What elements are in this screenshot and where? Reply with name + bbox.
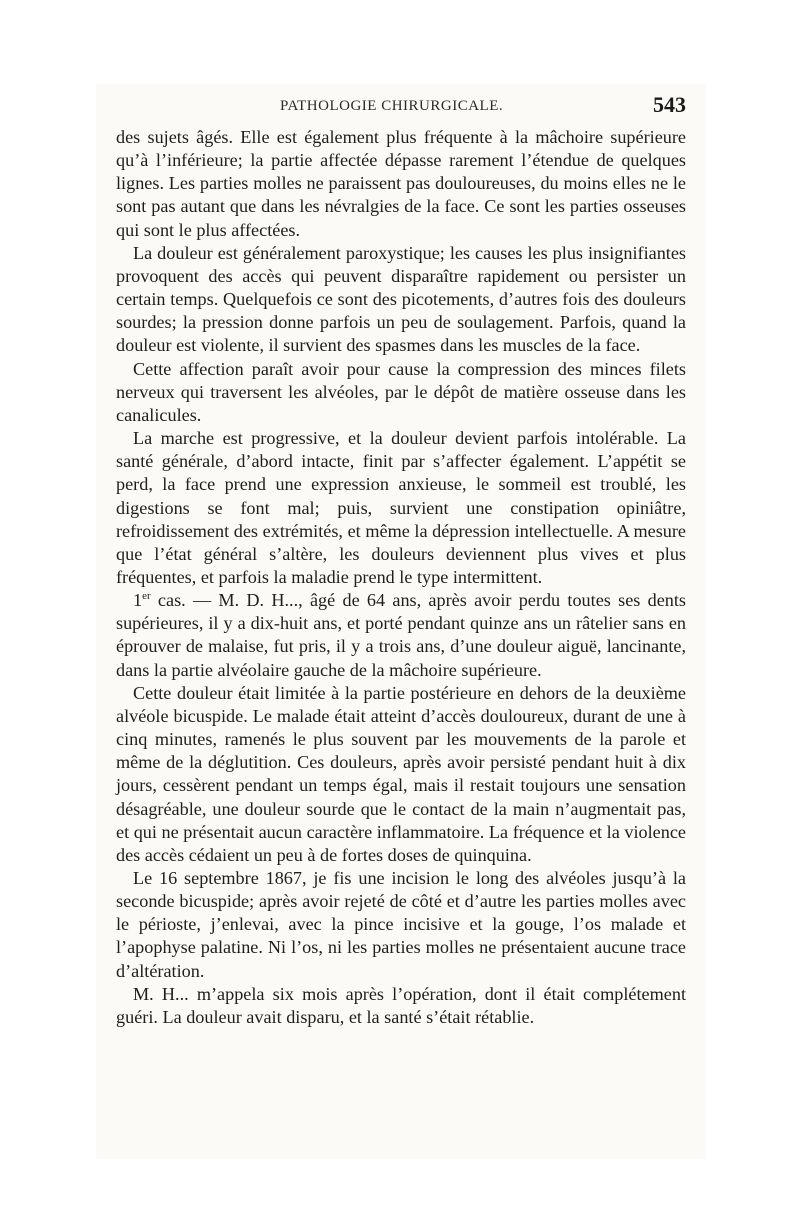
paragraph-case-intro [116,589,686,682]
paragraph-operation: Le 16 septembre 1867, je fis une incision le long des alvéoles jusqu’à la seconde bicuspide; après avoir rejeté de côté et d’autre les parties molles avec le périoste, j’enlevai, avec la pince incisive et la gouge, l’os malade et l’apophyse palatine. Ni l’os, ni les parties molles ne présentaient aucune trace d’altération. [116,868,686,981]
paragraph-douleur: La douleur est généralement paroxystique; les causes les plus insignifiantes provoquent des accès qui peuvent disparaître rapidement ou persister un certain temps. Quelquefois ce sont des picotements, d’autres fois des douleurs sourdes; la pression donne parfois un peu de soulagement. Parfois, quand la douleur est violente, il survient des spasmes dans les muscles de la face. [116,242,686,356]
page-number: 543 [653,92,686,117]
paragraph-case-description: Cette douleur était limitée à la partie postérieure en dehors de la deuxième alvéole bicuspide. Le malade était atteint d’accès douloureux, durant de une à cinq minutes, ramenés le plus souvent par les mouvements de la parole et même de la déglutition. Ces douleurs, après avoir persisté pendant huit à dix jours, cessèrent pendant un temps égal, mais il restait toujours une sensation désagréable, une douleur sourde que le contact de la main n’augmentait pas, et qui ne présentait aucun caractère inflammatoire. La fréquence et la violence des accès cédaient un peu à de fortes doses de quinquina. [116,682,686,865]
paragraph-outcome: M. H... m’appela six mois après l’opération, dont il était complétement guéri. La douleur avait disparu, et la santé s’était rétablie. [116,983,686,1027]
case-number: 1 [133,590,143,611]
paragraph-continuation: des sujets âgés. Elle est également plus fréquente à la mâchoire supérieure qu’à l’inférieure; la partie affectée dépasse rarement l’étendue de quelques lignes. Les parties molles ne paraissent pas douloureuses, du moins elles ne le sont pas autant que dans les névralgies de la face. Ce sont les parties osseuses qui sont le plus affectées. [116,127,686,240]
page-header [112,92,686,118]
running-head: PATHOLOGIE CHIRURGICALE. [280,98,504,114]
body-text [116,126,686,1029]
case-text: cas. — M. D. H..., âgé de 64 ans, après avoir perdu toutes ses dents supérieures, il y a dix-huit ans, et porté pendant quinze ans un râtelier sans en éprouver de malaise, fut pris, il y a trois ans, d’une douleur aiguë, lancinante, dans la partie alvéolaire gauche de la mâchoire supérieure. [116,590,687,680]
paragraph-cause: Cette affection paraît avoir pour cause la compression des minces filets nerveux qui traversent les alvéoles, par le dépôt de matière osseuse dans les canalicules. [116,358,686,425]
case-number-suffix: er [142,590,151,603]
paragraph-marche: La marche est progressive, et la douleur devient parfois intolérable. La santé générale, d’abord intacte, finit par s’affecter également. L’appétit se perd, la face prend une expression anxieuse, le sommeil est troublé, les digestions se font mal; puis, survient une constipation opiniâtre, refroidissement des extrémités, et même la dépression intellectuelle. A mesure que l’état général s’altère, les douleurs deviennent plus vives et plus fréquentes, et parfois la maladie prend le type intermittent. [116,428,686,587]
